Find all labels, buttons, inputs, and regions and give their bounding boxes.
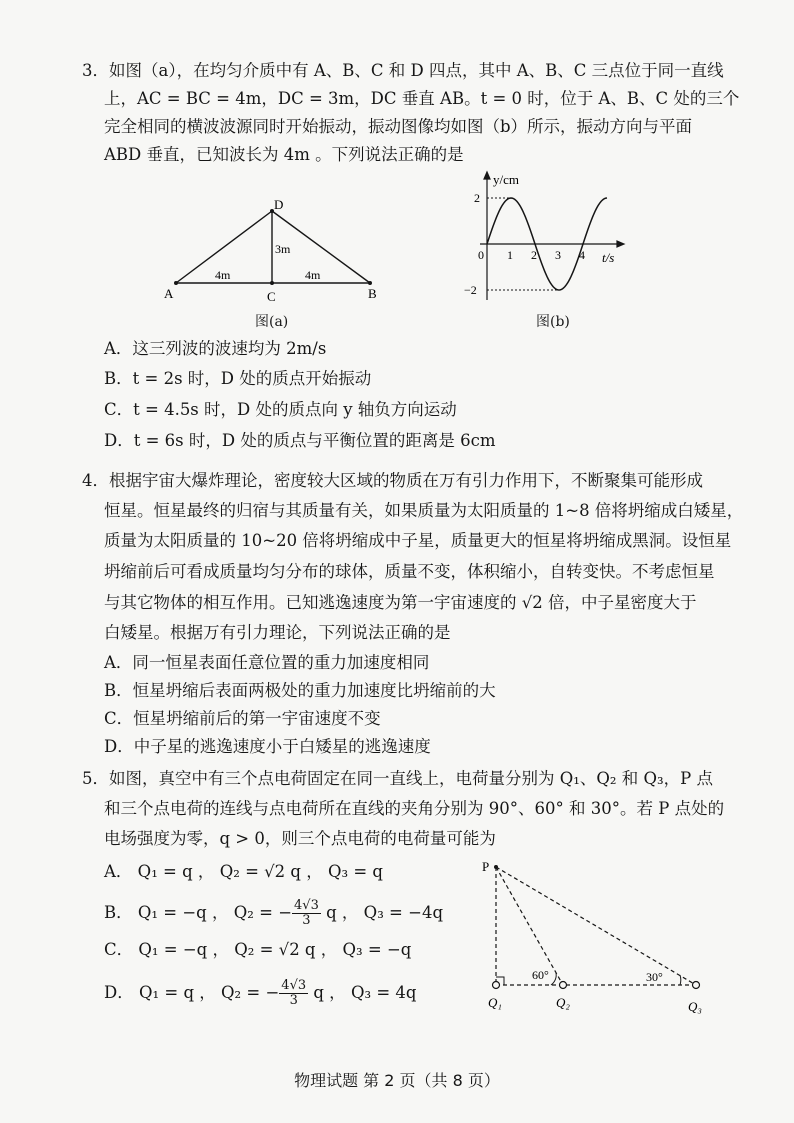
charge-q2 — [560, 982, 567, 989]
q3-figure-a-caption: 图(a) — [255, 314, 289, 330]
q5-option-d-fraction — [279, 979, 308, 1008]
q5-option-a-q3: Q₃ = q — [327, 862, 383, 881]
label-bc: 4m — [305, 268, 321, 282]
label-dc: 3m — [275, 242, 291, 256]
q5-option-c-q1: Q₁ = −q ， — [138, 940, 229, 959]
ytick-neg2: −2 — [464, 283, 477, 297]
q3-option-b: B．t = 2s 时，D 处的质点开始振动 — [104, 369, 372, 388]
xtick-2: 2 — [531, 248, 537, 262]
point-a — [174, 281, 178, 285]
label-ac: 4m — [215, 268, 231, 282]
xtick-1: 1 — [507, 248, 513, 262]
point-c — [270, 281, 274, 285]
q4-text-line6: 白矮星。根据万有引力理论，下列说法正确的是 — [104, 623, 451, 642]
page-footer: 物理试题 第 2 页（共 8 页） — [294, 1071, 500, 1090]
ytick-2: 2 — [474, 191, 480, 205]
q4-text-line2: 恒星。恒星最终的归宿与其质量有关，如果质量为太阳质量的 1~8 倍将坍缩成白矮星， — [104, 501, 744, 520]
q3-text-line2: 上，AC = BC = 4m，DC = 3m，DC 垂直 AB。t = 0 时，位于 A、B、C 处的三个 — [104, 89, 740, 108]
q3-text-line1: 3．如图（a），在均匀介质中有 A、B、C 和 D 四点，其中 A、B、C 三点位于同一直线 — [82, 61, 724, 80]
q5-figure — [480, 855, 720, 1015]
q4-text-line3: 质量为太阳质量的 10~20 倍将坍缩成中子星，质量更大的恒星将坍缩成黑洞。设恒星 — [104, 531, 732, 550]
q4-option-c: C．恒星坍缩前后的第一宇宙速度不变 — [104, 709, 381, 728]
y-axis-arrow — [484, 172, 490, 179]
q5-text-line2: 和三个点电荷的连线与点电荷所在直线的夹角分别为 90°、60° 和 30°。若 P 点处的 — [104, 799, 725, 818]
q5-option-b-fraction — [292, 899, 321, 928]
label-d: D — [274, 197, 284, 212]
xtick-3: 3 — [555, 248, 561, 262]
q5-option-b-fraction-num: 4√3 — [294, 898, 319, 913]
q5-option-b-q1: Q₁ = −q ， — [137, 903, 229, 922]
label-b: B — [368, 286, 377, 301]
q3-option-a: A．这三列波的波速均为 2m/s — [104, 339, 327, 358]
q4-option-d: D．中子星的逃逸速度小于白矮星的逃逸速度 — [104, 737, 431, 756]
xtick-4: 4 — [579, 248, 585, 262]
origin-label: 0 — [478, 248, 484, 262]
label-q1: Q₁ — [488, 995, 502, 1010]
q3-option-d: D．t = 6s 时，D 处的质点与平衡位置的距离是 6cm — [104, 431, 496, 450]
charge-q1 — [493, 982, 500, 989]
q3-figure-b-caption: 图(b) — [536, 314, 570, 330]
q3-figure-b — [460, 170, 630, 308]
label-c: C — [267, 289, 276, 304]
q4-text-line1: 4．根据宇宙大爆炸理论，密度较大区域的物质在万有引力作用下，不断聚集可能形成 — [82, 471, 703, 490]
q5-option-d-fraction-den: 3 — [289, 993, 298, 1008]
q5-option-d-q3: Q₃ = 4q — [350, 983, 417, 1002]
angle-60-arc — [551, 973, 556, 985]
label-p: P — [482, 859, 490, 874]
q5-option-c-q3: Q₃ = −q — [342, 940, 412, 959]
q5-option-b-label: B． — [104, 903, 133, 922]
q5-option-d-q2-pre: Q₂ = − — [221, 983, 280, 1002]
angle-30-arc — [680, 975, 681, 985]
q5-option-c-label: C． — [104, 940, 134, 959]
q5-text-line1: 5．如图，真空中有三个点电荷固定在同一直线上，电荷量分别为 Q₁、Q₂ 和 Q₃，P 点 — [82, 769, 714, 788]
q4-text-line5: 与其它物体的相互作用。已知逃逸速度为第一宇宙速度的 √2 倍，中子星密度大于 — [104, 593, 697, 612]
label-q2: Q₂ — [556, 995, 570, 1010]
line-p-q2 — [496, 867, 563, 985]
q4-option-b: B．恒星坍缩后表面两极处的重力加速度比坍缩前的大 — [104, 681, 496, 700]
x-axis-arrow — [617, 241, 624, 247]
q5-option-b-q3: Q₃ = −4q — [363, 903, 444, 922]
q5-option-c-q2: Q₂ = √2 q ， — [234, 940, 338, 959]
q5-option-a-q2: Q₂ = √2 q ， — [219, 862, 323, 881]
label-30: 30° — [646, 970, 663, 984]
q4-option-a: A．同一恒星表面任意位置的重力加速度相同 — [104, 653, 430, 672]
label-60: 60° — [532, 968, 549, 982]
point-p — [494, 865, 498, 869]
q5-option-a-label: A． — [104, 862, 133, 881]
q5-option-b-fraction-den: 3 — [302, 913, 311, 928]
y-axis-label: y/cm — [493, 172, 519, 187]
line-p-q3 — [496, 867, 696, 985]
q4-text-line4: 坍缩前后可看成质量均匀分布的球体，质量不变，体积缩小，自转变快。不考虑恒星 — [104, 562, 715, 581]
q3-option-c: C．t = 4.5s 时，D 处的质点向 y 轴负方向运动 — [104, 400, 457, 419]
q5-option-a-q1: Q₁ = q ， — [137, 862, 215, 881]
q5-option-a — [104, 861, 383, 883]
q5-option-d-q2-post: q ， — [313, 983, 346, 1002]
q5-option-d-q1: Q₁ = q ， — [138, 983, 216, 1002]
q5-text-line3: 电场强度为零，q > 0，则三个点电荷的电荷量可能为 — [104, 829, 496, 848]
q5-option-c — [104, 939, 411, 961]
q3-text-line3: 完全相同的横波波源同时开始振动，振动图像均如图（b）所示，振动方向与平面 — [104, 117, 693, 136]
x-axis-label: t/s — [602, 250, 615, 265]
q5-option-b-q2-post: q ， — [326, 903, 359, 922]
point-b — [368, 281, 372, 285]
label-q3: Q₃ — [688, 999, 702, 1014]
q5-option-d-label: D． — [104, 983, 134, 1002]
q3-figure-a — [160, 195, 390, 310]
q5-option-b — [104, 899, 443, 928]
charge-q3 — [693, 982, 700, 989]
q5-option-b-q2-pre: Q₂ = − — [233, 903, 293, 922]
q3-text-line4: ABD 垂直，已知波长为 4m 。下列说法正确的是 — [104, 145, 464, 164]
q5-option-d-fraction-num: 4√3 — [281, 978, 307, 993]
label-a: A — [164, 286, 174, 301]
q5-option-d — [104, 979, 416, 1008]
